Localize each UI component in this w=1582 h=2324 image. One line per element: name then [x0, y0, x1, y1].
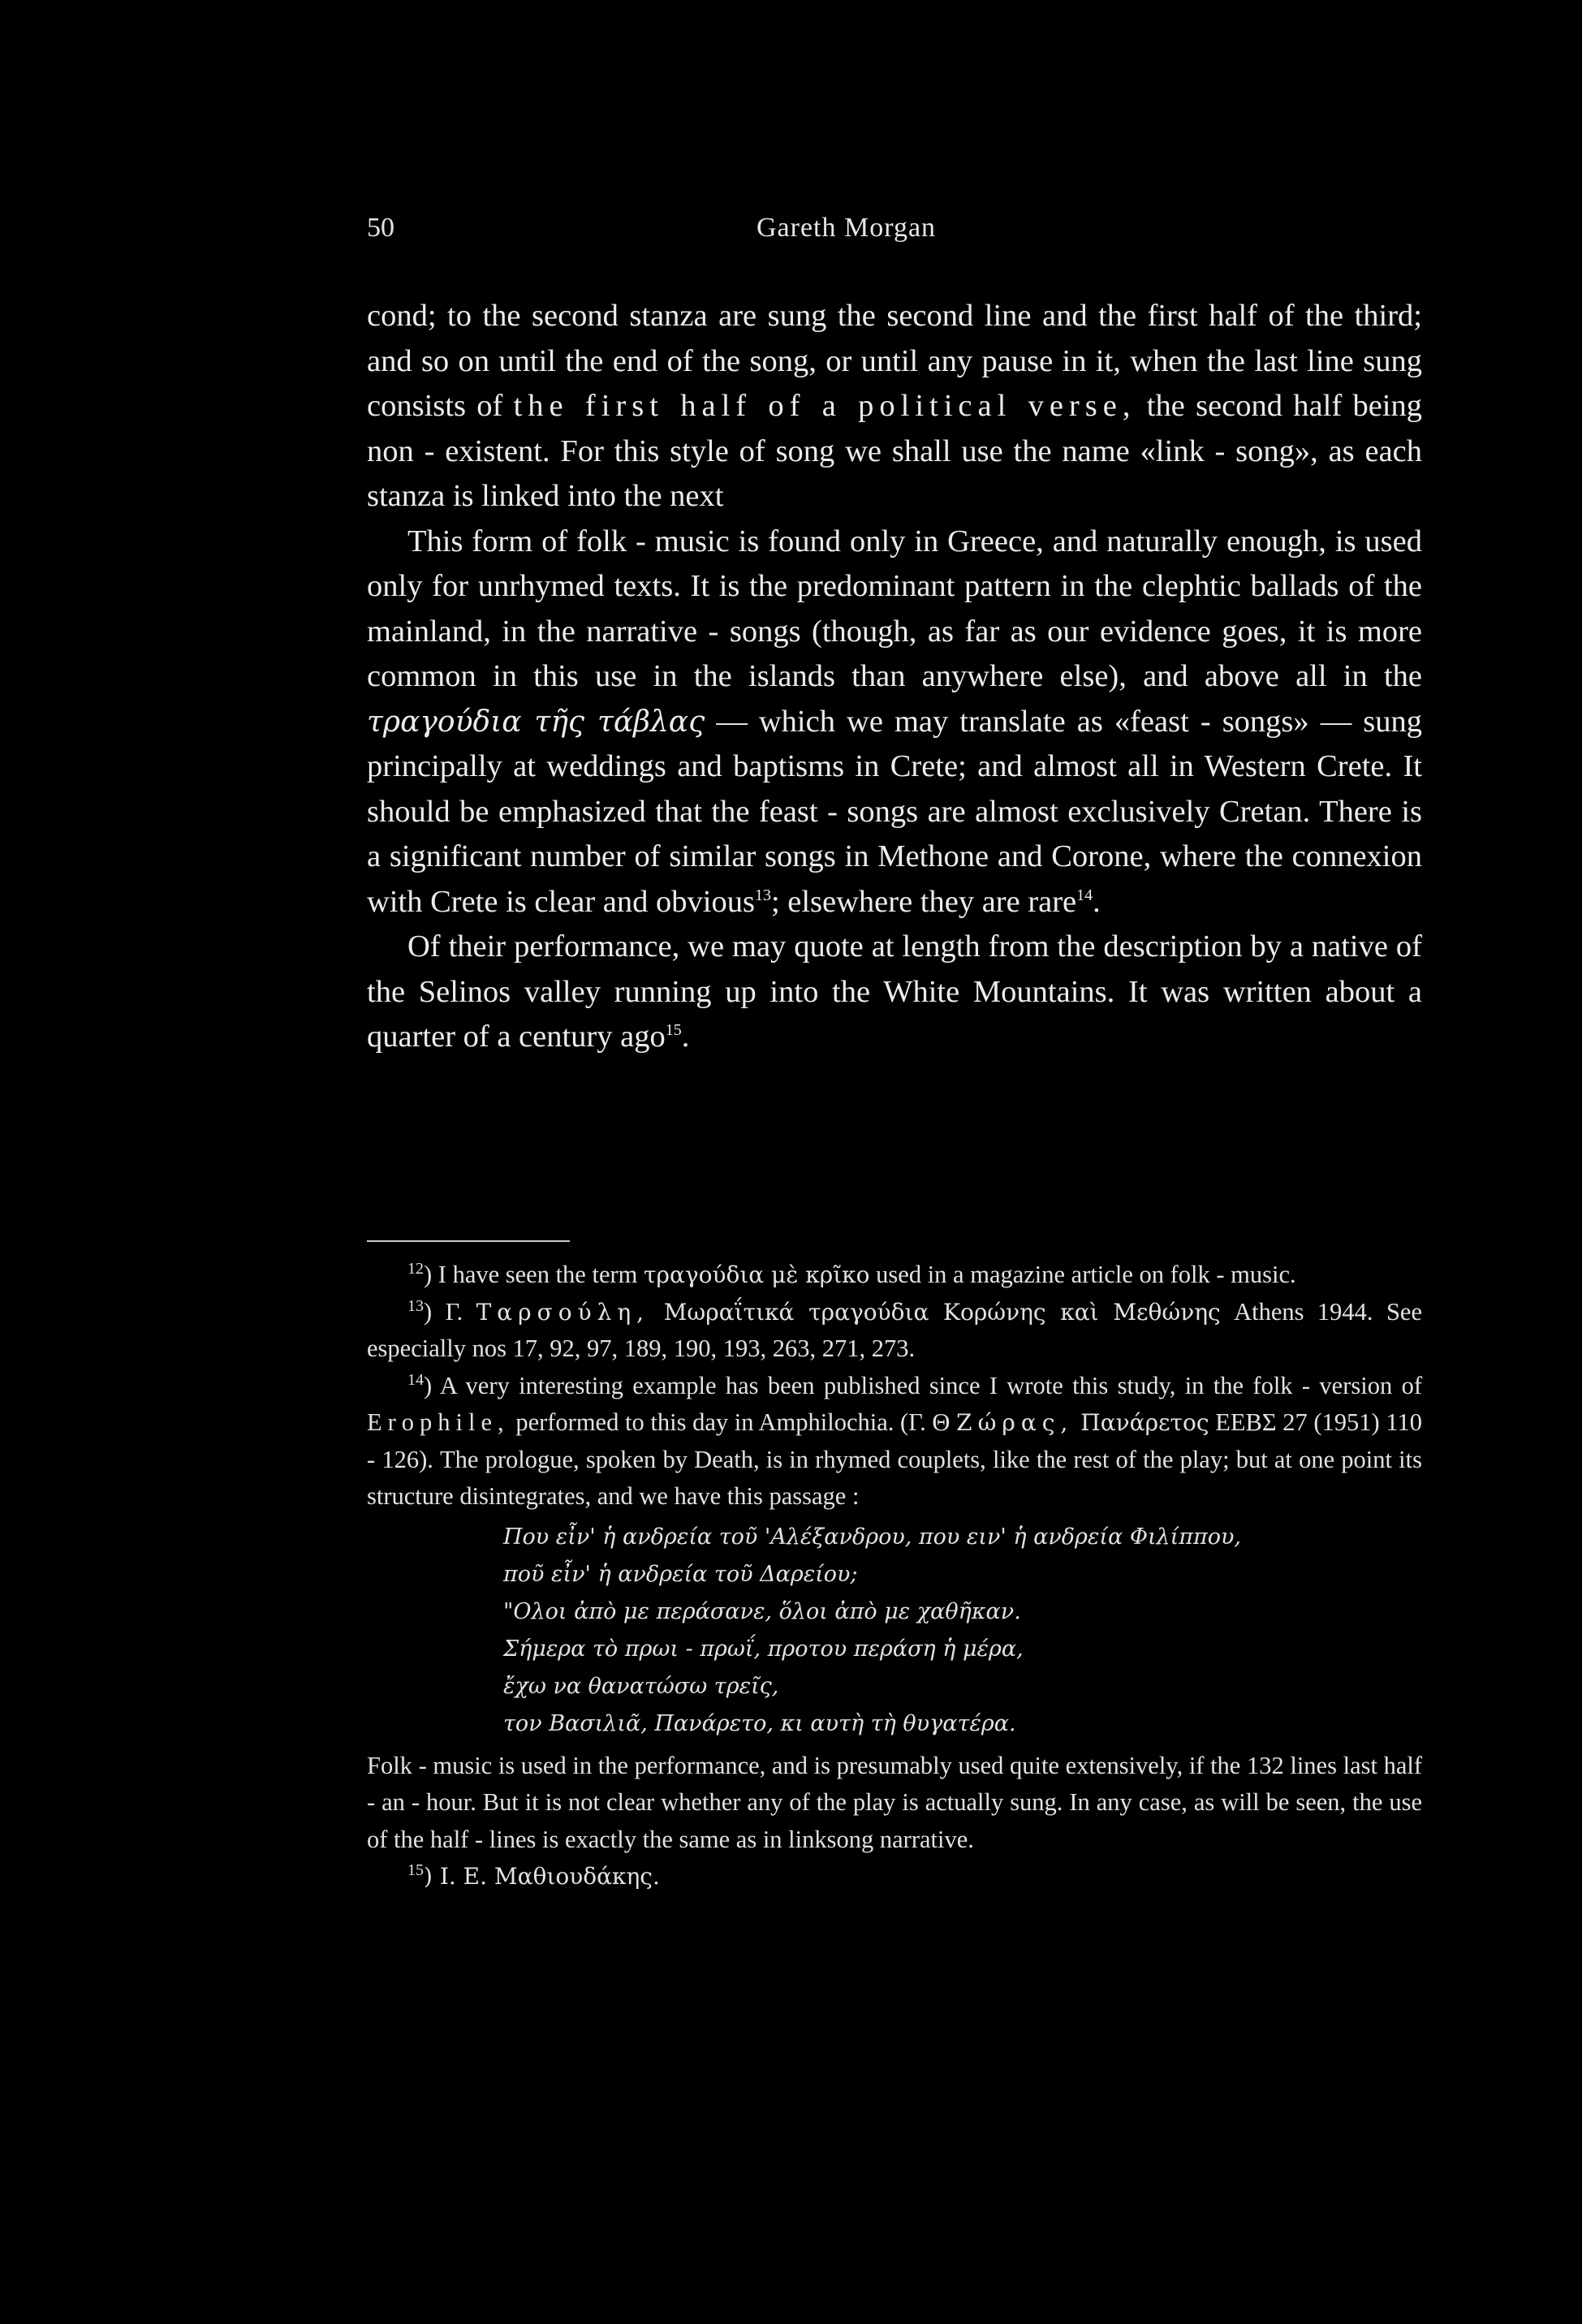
greek-title: Πανάρετος	[1073, 1409, 1209, 1436]
verse-line: Που εἶν' ἡ ανδρεία τοῦ 'Αλέξανδρου, που ειν' ἡ ανδρεία Φιλίππου,	[503, 1524, 1241, 1550]
text-run: cond; to the second stanza are sung the second line and the first half of the third; and so on until the end of the song, or until any pause in it, when the last line sung consists of	[367, 299, 1422, 423]
text-run: ) Ι. Ε. Μαθιουδάκης.	[424, 1863, 660, 1890]
footnote-separator	[367, 1240, 570, 1242]
text-run: — which we may translate as «feast - songs» — sung principally at weddings and baptisms in Crete; and almost all in Western Crete. It should be emphasized that the feast - songs are almost exclusively Cretan. There is a significant number of similar songs in Methone and Corone, where the connexion with Crete is clear and obvious	[367, 704, 1422, 919]
footnote-14-continued: Folk - music is used in the performance, and is presumably used quite extensively, if the 132 lines last half - an - hour. But it is not clear whether any of the play is actually sung. In any case, as will be seen, the use of the half - lines is exactly the same as in linksong narrative.	[367, 1751, 1422, 1853]
text-run: Athens 1944. See especially nos 17, 92, 97, 189, 190, 193, 263, 271, 273.	[367, 1297, 1422, 1362]
text-run: performed to this day in Amphilochia. (Γ. Θ	[509, 1408, 957, 1436]
paragraph-1	[367, 294, 1422, 520]
running-head: Gareth Morgan	[757, 213, 937, 243]
footnote-marker: 14	[407, 1370, 424, 1389]
footnote-marker: 13	[407, 1296, 424, 1315]
text-run: .	[1093, 884, 1101, 919]
paragraph-3	[367, 925, 1422, 1060]
verse-line: ἔχω να θανατώσω τρεῖς,	[503, 1673, 779, 1699]
verse-line: "Ολοι ἀπὸ με περάσανε, ὅλοι ἀπὸ με χαθῆκαν.	[503, 1598, 1021, 1624]
text-run: the second half being non - existent. For this style of song we shall use the name «link - song», as each stanza is linked into the next	[367, 389, 1422, 513]
page-number: 50	[367, 213, 394, 243]
text-run: used in a magazine article on folk - music.	[869, 1261, 1296, 1288]
text-run: ; elsewhere they are rare	[770, 884, 1077, 919]
paragraph-2	[367, 520, 1422, 925]
footnote-12	[367, 1257, 1422, 1294]
text-run: ΕΕΒΣ 27 (1951) 110 - 126). The prologue, spoken by Death, is in rhymed couplets, like the rest of the play; but at one point its structure disintegrates, and we have this passage :	[367, 1408, 1422, 1510]
greek-term: τραγούδια μὲ κρῖκο	[644, 1261, 870, 1288]
greek-title: Μωραΐτικά τραγούδια Κορώνης καὶ Μεθώνης	[649, 1298, 1221, 1326]
footnote-14	[367, 1368, 1422, 1516]
text-run: Of their performance, we may quote at length from the description by a native of the Selinos valley running up into the White Mountains. It was written about a quarter of a century ago	[367, 929, 1422, 1054]
footnote-marker: 12	[407, 1259, 424, 1278]
footnote-marker: 15	[407, 1860, 424, 1879]
text-run: ) I have seen the term	[424, 1261, 644, 1288]
page-header	[367, 213, 1422, 253]
footnote-13	[367, 1294, 1422, 1368]
verse-line: ποῦ εἶν' ἡ ανδρεία τοῦ Δαρείου;	[503, 1561, 858, 1587]
verse-line: Σήμερα τὸ πρωι - πρωΐ, προτου περάση ἡ μέρα,	[503, 1636, 1024, 1662]
spaced-emphasis: Ταρσούλη,	[476, 1298, 650, 1326]
verse-quotation	[503, 1519, 1422, 1743]
spaced-emphasis: Erophile,	[367, 1408, 510, 1436]
text-run: .	[681, 1020, 690, 1054]
spaced-emphasis: Ζώρας,	[956, 1409, 1074, 1436]
body-text	[367, 294, 1422, 1060]
text-run: ) A very interesting example has been published since I wrote this study, in the folk - version of	[424, 1371, 1422, 1399]
footnote-ref-13: 13	[754, 886, 771, 904]
verse-line: τον Βασιλιᾶ, Πανάρετο, κι αυτὴ τὴ θυγατέρα.	[503, 1710, 1016, 1736]
greek-term: τραγούδια τῆς τάβλας	[367, 705, 705, 739]
footnote-ref-14: 14	[1076, 886, 1093, 904]
text-run: This form of folk - music is found only in Greece, and naturally enough, is used only for unrhymed texts. It is the predominant pattern in the clephtic ballads of the mainland, in the narrative - songs (though, as far as our evidence goes, it is more common in this use in the islands than anywhere else), and above all in the	[367, 524, 1422, 693]
footnote-ref-15: 15	[665, 1021, 682, 1040]
spaced-emphasis: the first half of a political verse,	[513, 389, 1136, 423]
footnote-15	[367, 1858, 1422, 1895]
text-run: ) Γ.	[424, 1297, 476, 1326]
footnotes	[367, 1257, 1422, 1895]
